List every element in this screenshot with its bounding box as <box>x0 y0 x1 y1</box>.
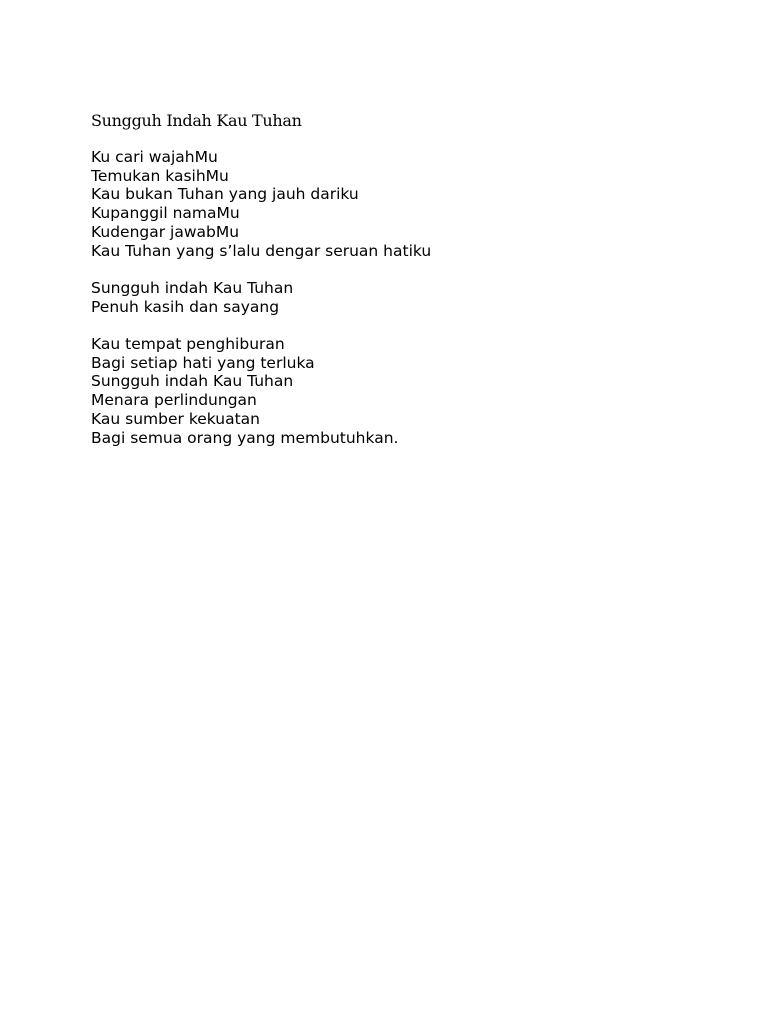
lyric-line: Ku cari wajahMu <box>91 148 218 166</box>
lyric-line: Kau sumber kekuatan <box>91 409 260 428</box>
lyric-line: Kau tempat penghiburan <box>91 335 285 353</box>
lyric-line: Temukan kasihMu <box>91 166 229 185</box>
lyric-line: Bagi setiap hati yang terluka <box>91 353 315 372</box>
lyric-line: Sungguh indah Kau Tuhan <box>91 278 294 297</box>
lyric-line: Kau bukan Tuhan yang jauh dariku <box>91 185 359 204</box>
document-page <box>91 111 691 466</box>
document-title: Sungguh Indah Kau Tuhan <box>91 111 302 130</box>
lyric-line: Penuh kasih dan sayang <box>91 297 280 316</box>
lyric-line: Menara perlindungan <box>91 391 257 410</box>
stanza-1 <box>91 148 691 260</box>
lyric-line: Kudengar jawabMu <box>91 222 240 241</box>
lyric-line: Kau Tuhan yang s’lalu dengar seruan hatiku <box>91 241 432 260</box>
lyric-line: Sungguh indah Kau Tuhan <box>91 372 294 391</box>
lyric-line: Kupanggil namaMu <box>91 204 240 223</box>
lyric-line: Bagi semua orang yang membutuhkan. <box>91 428 399 447</box>
stanza-3 <box>91 335 691 447</box>
stanza-2 <box>91 279 691 316</box>
